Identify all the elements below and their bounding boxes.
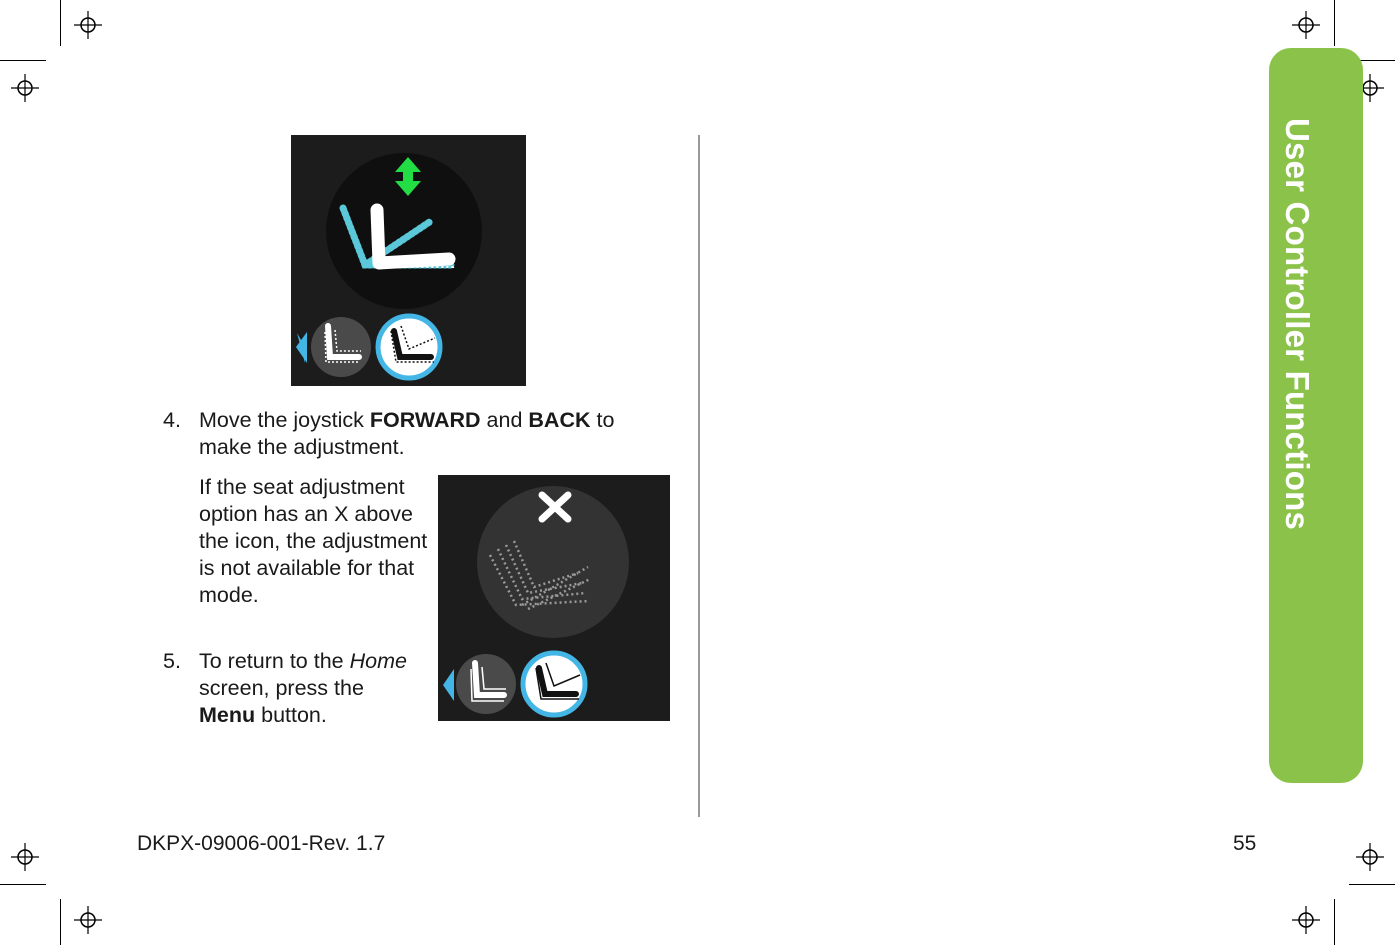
registration-mark-icon (74, 11, 102, 39)
controller-screen-unavailable (438, 475, 670, 721)
registration-mark-icon (74, 906, 102, 934)
trim-mark (60, 0, 61, 46)
page-number: 55 (1233, 832, 1257, 855)
left-arrow-icon (443, 669, 454, 701)
document-id: DKPX-09006-001-Rev. 1.7 (137, 832, 386, 855)
step-text: To return to the (199, 649, 350, 673)
step-number: 4. (163, 408, 181, 432)
controller-screen-tilt (291, 135, 526, 386)
home-screen-label: Home (349, 649, 407, 673)
step-5-text (199, 648, 424, 729)
menu-button-label: Menu (199, 703, 256, 727)
joystick-back-label: BACK (528, 408, 591, 432)
trim-mark (1334, 899, 1335, 945)
step-text: to make the adjustment. (199, 408, 615, 459)
left-arrow-icon (296, 332, 307, 363)
step-number: 5. (163, 649, 181, 673)
unavailable-note: If the seat adjustment option has an X above the icon, the adjustment is not available for that mode. (199, 475, 428, 607)
tilt-icon-selected (523, 653, 585, 715)
trim-mark (1349, 884, 1395, 885)
trim-mark (1334, 0, 1335, 46)
trim-mark (0, 884, 46, 885)
trim-mark (60, 899, 61, 945)
registration-mark-icon (1356, 843, 1384, 871)
recline-icon (311, 317, 371, 377)
trim-mark (0, 60, 46, 61)
registration-mark-icon (11, 74, 39, 102)
registration-mark-icon (11, 843, 39, 871)
step-text: screen, press the (199, 676, 364, 700)
section-tab-label: User Controller Functions (1279, 118, 1316, 531)
step-text: and (480, 408, 529, 432)
joystick-forward-label: FORWARD (369, 408, 481, 432)
registration-mark-icon (1292, 906, 1320, 934)
step-text: Move the joystick (199, 408, 370, 432)
column-divider (698, 135, 700, 817)
tilt-icon-selected (378, 316, 440, 378)
step-4-text (199, 407, 669, 461)
step-text: button. (255, 703, 327, 727)
recline-icon (456, 654, 516, 714)
registration-mark-icon (1292, 11, 1320, 39)
